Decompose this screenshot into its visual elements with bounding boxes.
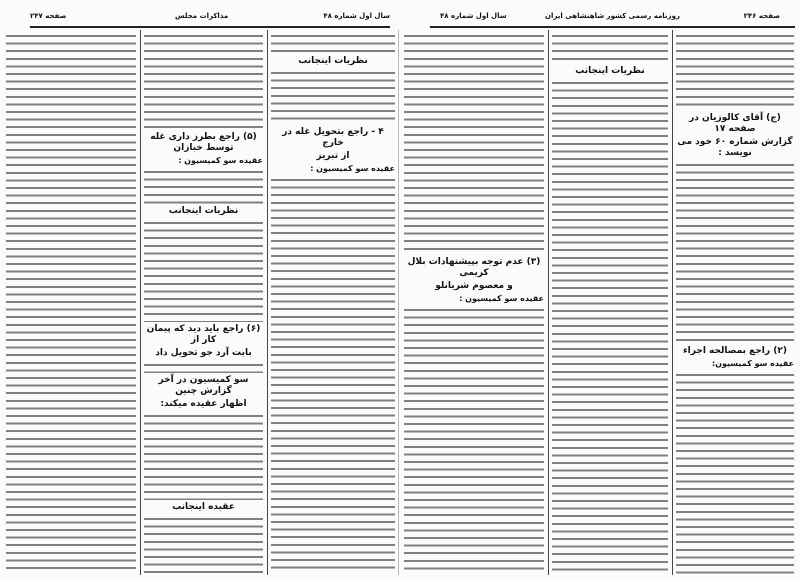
body-text [404, 306, 544, 574]
body-text [404, 32, 544, 255]
heading-ard-jo-2: بابت آرد جو تحویل داد [155, 347, 252, 358]
page-gutter [398, 30, 399, 575]
body-text [271, 69, 395, 125]
subheading-subcommittee: عقیده سو کمیسیون : [178, 156, 263, 166]
column-divider [672, 30, 673, 575]
body-text [676, 371, 794, 574]
body-text [552, 79, 668, 574]
right-page-masthead: روزنامه رسمی کشور شاهنشاهی ایران [545, 12, 680, 20]
body-text [552, 32, 668, 64]
left-header-rule [30, 26, 390, 28]
subheading-subcommittee: عقیده سو کمیسیون : [310, 163, 395, 173]
heading-final-report: سو کمیسیون در آخر گزارش چنین [158, 374, 249, 396]
heading-tahvil-2: از تبریز [316, 150, 350, 161]
body-text [144, 168, 263, 203]
body-text [676, 32, 794, 111]
body-text [6, 32, 136, 574]
heading-my-views-1: نظریات اینجانب [298, 55, 368, 66]
body-text [144, 515, 263, 574]
heading-kalouzian: (ج) آقای کالوزیان در صفحه ۱۷ [689, 113, 781, 135]
body-text [271, 176, 395, 574]
right-page-issue: سال اول شماره ۴۸ [440, 12, 507, 20]
body-text [144, 219, 263, 322]
column-divider [267, 30, 268, 575]
body-text [676, 161, 794, 344]
body-text [144, 32, 263, 130]
right-page-number: صفحه ۲۴۶ [743, 12, 780, 20]
heading-my-views: نظریات اینجانب [575, 66, 645, 77]
heading-mosaleha: (۲) راجع بمصالحه اجراء [683, 346, 787, 357]
left-page-masthead: مذاکرات مجلس [175, 12, 229, 20]
heading-adam-tavajoh: (۳) عدم توجه بپیشنهادات بلال کریمی [407, 257, 541, 279]
column-divider [140, 30, 141, 575]
heading-bakers: (۵) راجع بطرز داری غله توسط خبازان [150, 132, 257, 154]
right-header-rule [430, 26, 795, 28]
column [271, 32, 395, 574]
body-text [144, 412, 263, 500]
column [144, 32, 263, 574]
heading-report-60: گزارش شماره ۶۰ خود می نویسد : [677, 137, 793, 159]
heading-final-report-2: اظهار عقیده میکند: [160, 398, 247, 409]
column-divider [548, 30, 549, 575]
body-text [271, 32, 395, 54]
heading-tahvil: ۴ - راجع بتحویل غله در خارج [282, 126, 384, 148]
heading-my-opinion: عقیده اینجانب [172, 502, 235, 513]
column [6, 32, 136, 574]
column [404, 32, 544, 574]
subheading-subcommittee: عقیده سو کمیسیون: [711, 359, 794, 369]
column [552, 32, 668, 574]
heading-my-views-2: نظریات اینجانب [168, 205, 239, 216]
column [676, 32, 794, 574]
heading-ard-jo: (۶) راجع باید دید که پیمان کار از [146, 323, 261, 345]
heading-adam-tavajoh-2: و معصوم شریانلو [435, 281, 513, 292]
body-text [144, 361, 263, 373]
left-page-number: صفحه ۲۴۷ [30, 12, 67, 20]
subheading-subcommittee: عقیده سو کمیسیون : [459, 294, 544, 304]
left-page-issue: سال اول شماره ۴۸ [323, 12, 390, 20]
